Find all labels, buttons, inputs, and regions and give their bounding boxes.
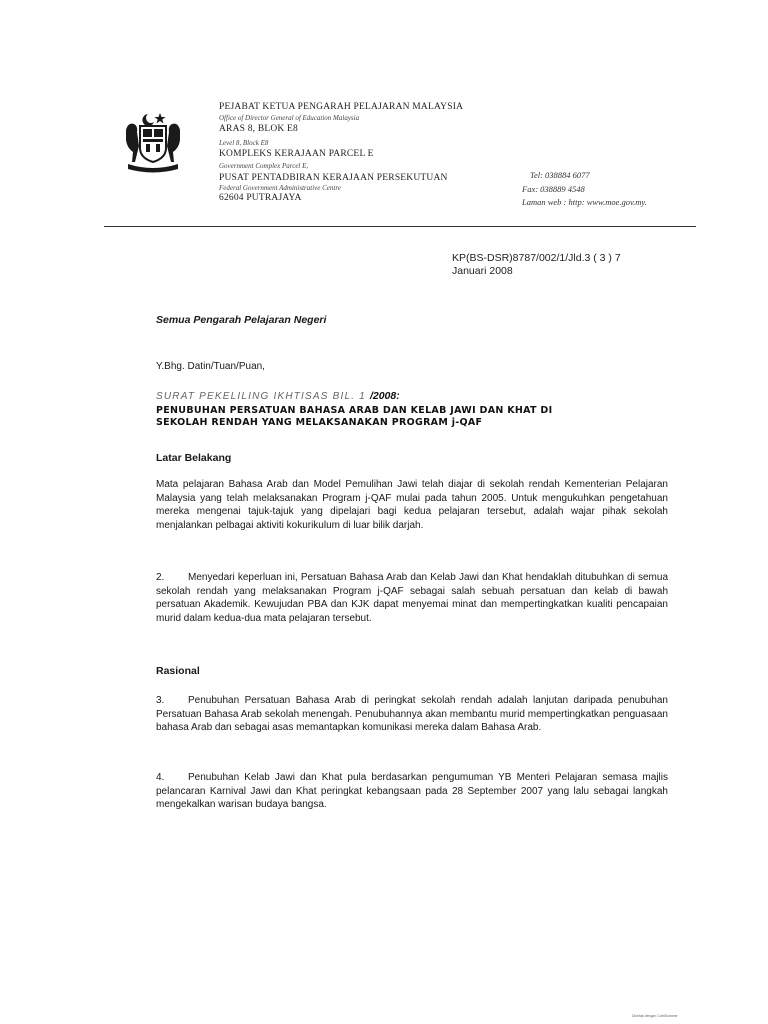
paragraph-text: Penubuhan Kelab Jawi dan Khat pula berdasarkan pengumuman YB Menteri Pelajaran semasa majlis pelancaran Karnival Jawi dan Khat peringkat kebangsaan pada 28 September 2007 yang lalu sebagai langkah mengekalkan warisan budaya bangsa. <box>156 772 668 810</box>
telephone: Tel: 038884 6077 <box>530 170 590 180</box>
paragraph-number: 4. <box>156 772 165 783</box>
coat-of-arms-logo <box>120 110 186 174</box>
complex-address-en: Government Complex Parcel E, <box>219 162 309 170</box>
admin-centre: PUSAT PENTADBIRAN KERAJAAN PERSEKUTUAN <box>219 173 448 183</box>
header-divider <box>104 226 696 227</box>
paragraph-text: Penubuhan Persatuan Bahasa Arab di peringkat sekolah rendah adalah lanjutan daripada penubuhan Persatuan Bahasa Arab sekolah menengah. Penubuhannya akan membantu murid mempertingkatkan penguasaan bahasa Arab dan sebagai asas memantapkan komunikasi mereka dalam Bahasa Arab. <box>156 695 668 733</box>
website: Laman web : http: www.moe.gov.my. <box>522 197 647 207</box>
recipient: Semua Pengarah Pelajaran Negeri <box>156 314 327 326</box>
paragraph-number: 3. <box>156 695 165 706</box>
paragraph-text: Menyedari keperluan ini, Persatuan Bahasa Arab dan Kelab Jawi dan Khat hendaklah ditubuhkan di semua sekolah rendah yang melaksanakan Program j-QAF sebagai salah sebuah persatuan dan kelab di bawah persatuan Akademik. Kewujudan PBA dan KJK dapat menyemai minat dan mempertingkatkan kualiti pencapaian murid dalam kedua-dua mata pelajaran tersebut. <box>156 572 668 624</box>
section-heading-rationale: Rasional <box>156 665 200 677</box>
floor-address-en: Level 8, Block E8 <box>219 139 269 147</box>
paragraph-number: 2. <box>156 572 165 583</box>
office-name-en: Office of Director General of Education Malaysia <box>219 114 360 122</box>
circular-label <box>156 390 400 402</box>
section-heading-background: Latar Belakang <box>156 452 232 464</box>
complex-address: KOMPLEKS KERAJAAN PARCEL E <box>219 149 374 159</box>
circular-number: SURAT PEKELILING IKHTISAS BIL. 1 <box>156 391 366 402</box>
letter-date: Januari 2008 <box>452 265 513 277</box>
postcode-city: 62604 PUTRAJAYA <box>219 193 302 203</box>
reference-number: KP(BS-DSR)8787/002/1/Jld.3 ( 3 ) 7 <box>452 252 621 264</box>
paragraph-3 <box>156 694 668 735</box>
admin-centre-en: Federal Government Administrative Centre <box>219 184 341 192</box>
paragraph-4 <box>156 771 668 812</box>
paragraph-1: Mata pelajaran Bahasa Arab dan Model Pemulihan Jawi telah diajar di sekolah rendah Kementerian Pelajaran Malaysia yang telah melaksanakan Program j-QAF mulai pada tahun 2005. Untuk mengukuhkan pengetahuan mereka mengenai tajuk-tajuk yang dipelajari bagi kedua pelajaran tersebut, adalah wajar pihak sekolah menjalankan pelbagai aktiviti kokurikulum di luar bilik darjah. <box>156 479 668 531</box>
circular-title-line-2: SEKOLAH RENDAH YANG MELAKSANAKAN PROGRAM j-QAF <box>156 417 483 428</box>
office-name: PEJABAT KETUA PENGARAH PELAJARAN MALAYSIA <box>219 102 464 112</box>
floor-address: ARAS 8, BLOK E8 <box>219 124 299 134</box>
scanner-footer-note: Dicetak dengan CamScanner <box>632 1014 678 1018</box>
circular-year: /2008: <box>369 390 400 402</box>
salutation: Y.Bhg. Datin/Tuan/Puan, <box>156 361 265 372</box>
circular-title-line-1: PENUBUHAN PERSATUAN BAHASA ARAB DAN KELAB JAWI DAN KHAT DI <box>156 405 553 416</box>
paragraph-2 <box>156 571 668 625</box>
fax: Fax: 038889 4548 <box>522 184 585 194</box>
